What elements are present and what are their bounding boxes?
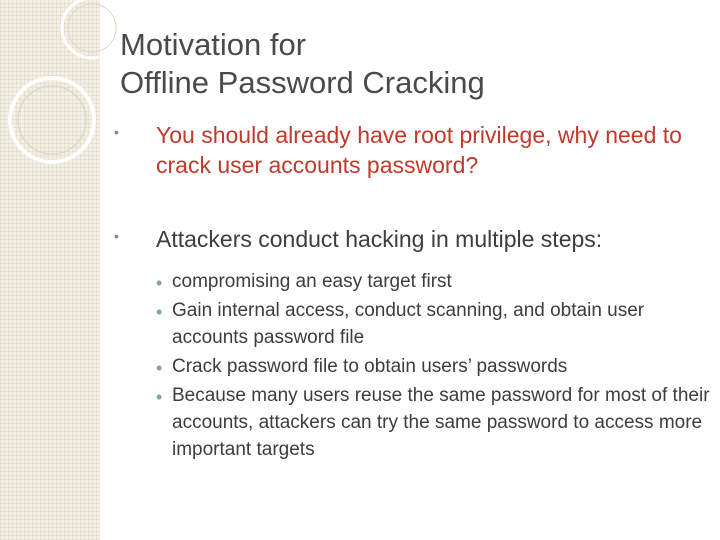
deco-circle-top-inner [68,4,116,52]
title-line-1: Motivation for [120,27,307,62]
bullet-item [114,224,714,254]
sub-bullet-item [156,353,714,380]
bullet-item [114,120,714,180]
title-line-2: Offline Password Cracking [120,65,485,100]
sub-bullet-item [156,382,714,463]
sub-bullet-text: Because many users reuse the same password for most of their accounts, attackers can try the same password to access more important targets [172,385,710,460]
sub-bullet-text: compromising an easy target first [172,271,452,292]
sub-bullet-item [156,268,714,295]
sub-bullet-dot: • [156,302,163,322]
sub-bullet-dot: • [156,273,163,293]
bullet-dot: • [114,228,119,244]
sub-bullet-item [156,297,714,351]
sub-bullet-list [156,268,714,463]
sub-bullet-dot: • [156,387,163,407]
bullet-dot: • [114,124,119,140]
deco-circle-inner [18,86,86,154]
deco-circle-large [10,78,94,162]
sub-bullet-text: Crack password file to obtain users’ passwords [172,356,568,377]
sub-bullet-dot: • [156,358,163,378]
bullet-text: Attackers conduct hacking in multiple steps: [156,226,603,252]
sub-bullet-text: Gain internal access, conduct scanning, and obtain user accounts password file [172,300,645,348]
deco-circle-top [62,0,122,58]
bullet-list [114,120,714,465]
slide-title [120,26,485,102]
bullet-text: You should already have root privilege, why need to crack user accounts password? [156,122,682,178]
